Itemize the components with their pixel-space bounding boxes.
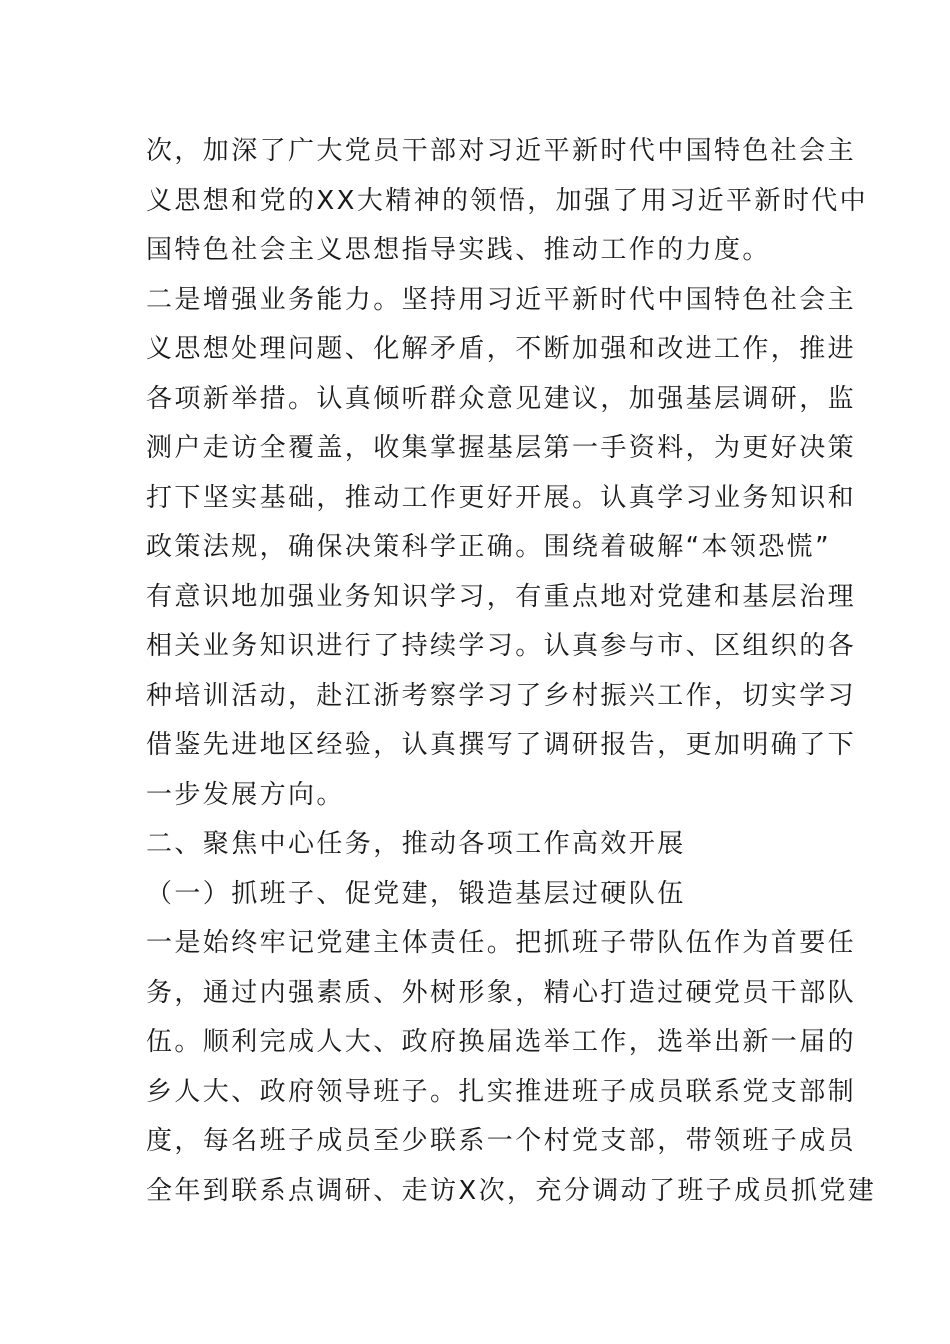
text-line: 种培训活动，赴江浙考察学习了乡村振兴工作，切实学习 — [146, 680, 857, 711]
text-line: 次，加深了广大党员干部对习近平新时代中国特色社会主 — [146, 136, 857, 166]
text-line: 全年到联系点调研、走访X次，充分调动了班子成员抓党建 — [146, 1175, 877, 1206]
text-line: 义思想和党的XX大精神的领悟，加强了用习近平新时代中 — [146, 185, 869, 216]
text-line: 一步发展方向。 — [146, 779, 345, 810]
section-heading: 二、聚焦中心任务，推动各项工作高效开展 — [146, 829, 686, 859]
text-line: 相关业务知识进行了持续学习。认真参与市、区组织的各 — [146, 631, 857, 661]
paragraph-start-line: 二是增强业务能力。坚持用习近平新时代中国特色社会主 — [146, 284, 857, 315]
text-line: 国特色社会主义思想指导实践、推动工作的力度。 — [146, 235, 771, 265]
text-line: 有意识地加强业务知识学习，有重点地对党建和基层治理 — [146, 581, 857, 612]
text-line: 度，每名班子成员至少联系一个村党支部，带领班子成员 — [146, 1126, 857, 1156]
subsection-heading: （一）抓班子、促党建，锻造基层过硬队伍 — [146, 878, 686, 909]
text-line: 伍。顺利完成人大、政府换届选举工作，选举出新一届的 — [146, 1027, 857, 1057]
text-line: 政策法规，确保决策科学正确。围绕着破解“本领恐慌” — [146, 532, 831, 562]
text-line: 打下坚实基础，推动工作更好开展。认真学习业务知识和 — [146, 482, 857, 513]
text-line: 义思想处理问题、化解矛盾，不断加强和改进工作，推进 — [146, 334, 857, 364]
text-line: 务，通过内强素质、外树形象，精心打造过硬党员干部队 — [146, 977, 857, 1008]
text-line: 测户走访全覆盖，收集掌握基层第一手资料，为更好决策 — [146, 433, 857, 463]
text-line: 借鉴先进地区经验，认真撰写了调研报告，更加明确了下 — [146, 730, 857, 760]
text-line: 乡人大、政府领导班子。扎实推进班子成员联系党支部制 — [146, 1076, 857, 1107]
text-line: 各项新举措。认真倾听群众意见建议，加强基层调研，监 — [146, 383, 857, 414]
document-page — [146, 127, 877, 1216]
paragraph-start-line: 一是始终牢记党建主体责任。把抓班子带队伍作为首要任 — [146, 928, 857, 958]
